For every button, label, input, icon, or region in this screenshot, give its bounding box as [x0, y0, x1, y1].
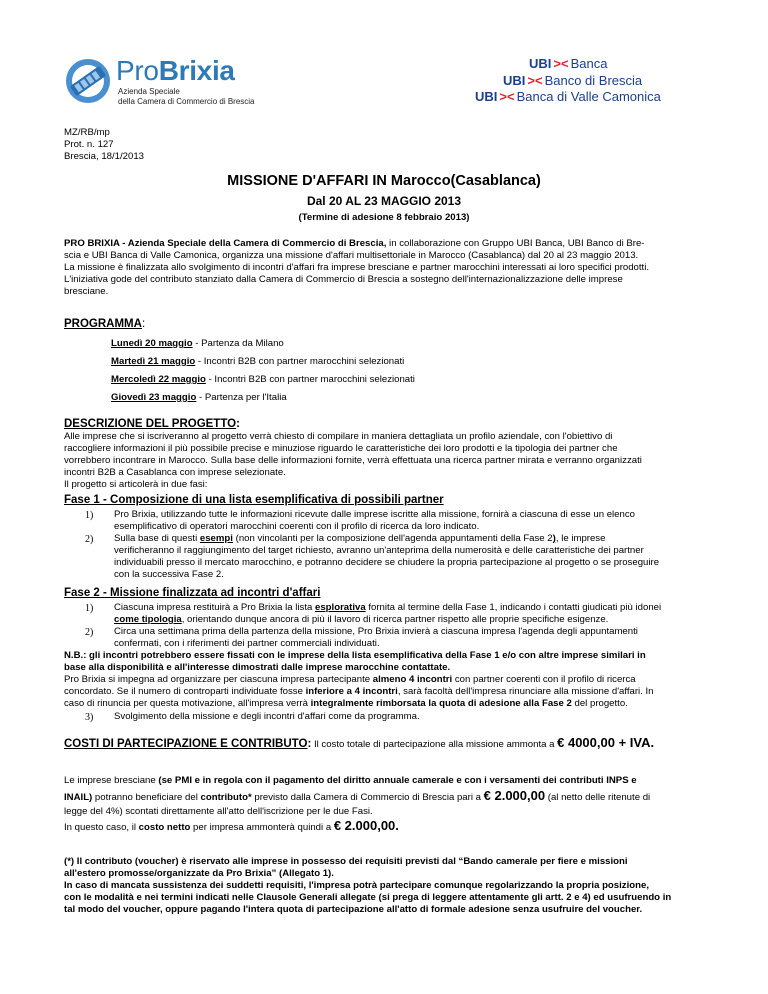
programma-item: Lunedì 20 maggio - Partenza da Milano — [111, 338, 284, 349]
ref-place-date: Brescia, 18/1/2013 — [64, 151, 145, 162]
footnote: (*) Il contributo (voucher) è riservato alle imprese in possesso dei requisiti previsti dal “Bando camerale per fiere e missioni all'estero promosse/organizzate da Pro Brixia” (Allegato 1). In caso di mancata sussistenza dei suddetti requisiti, l'impresa potrà partecipare comunque regolarizzando la propria posizione, con le modalità e nei termini indicati nelle Clausole Generali allegate (si prega di leggere attentamente gli artt. 2 e 4) ed usufruendo in tal modo del voucher, oppure pagando l'intera quota di partecipazione all'atto di formale adesione senza usufruire del voucher. — [64, 856, 672, 915]
probrixia-subtitle: Azienda Speciale — [118, 87, 180, 96]
ref-code: MZ/RB/mp — [64, 127, 110, 138]
programma-heading: PROGRAMMA: — [64, 318, 146, 330]
programma-item: Mercoledì 22 maggio - Incontri B2B con partner marocchini selezionati — [111, 374, 415, 385]
fase2-note: N.B.: gli incontri potrebbero essere fissati con le imprese della lista esemplificativa della Fase 1 e/o con altre imprese similari in base alla disponibilità e all'interesse dimostrati dalle imprese marocchine contattate. Pro Brixia si impegna ad organizzare per ciascuna impresa partecipante almeno 4 incontri con partner coerenti con il profilo di ricerca concordato. Se il numero di controparti individuate fosse inferiore a 4 incontri, sarà facoltà dell'impresa rinunciare alla missione d'affari. In caso di rinuncia per questa motivazione, all'impresa verrà integralmente rimborsata la quota di adesione alla Fase 2 del progetto. — [64, 650, 654, 709]
ubi-banca-logo: UBI >< Banca — [529, 56, 608, 71]
ubi-banco-di-brescia-logo: UBI >< Banco di Brescia — [503, 73, 643, 88]
ubi-logos — [475, 56, 715, 106]
programma-item: Martedì 21 maggio - Incontri B2B con partner marocchini selezionati — [111, 356, 405, 367]
intro-paragraph: PRO BRIXIA - Azienda Speciale della Camera di Commercio di Brescia, in collaborazione con Gruppo UBI Banca, UBI Banco di Bre- scia e UBI Banca di Valle Camonica, organizza una missione d'affari multisettoriale in Marocco (Casablanca) dal 20 al 23 maggio 2013. La missione è finalizzata allo svolgimento di incontri d'affari fra imprese bresciane e partner marocchini interessati ai loro specifici prodotti. L'iniziativa gode del contributo stanziato dalla Camera di Commercio di Brescia a sostegno dell'internazionalizzazione delle imprese bresciane. — [64, 238, 650, 297]
costi-paragraph: Le imprese bresciane (se PMI e in regola con il pagamento del diritto annuale camerale e con i versamenti dei contributi INPS e INAIL) potranno beneficiare del contributo* previsto dalla Camera di Commercio di Brescia pari a € 2.000,00 (al netto delle ritenute di legge del 4%) scontati direttamente all'atto dell'iscrizione per le due Fasi. In questo caso, il costo netto per impresa ammonterà quindi a € 2.000,00. — [64, 775, 651, 833]
probrixia-name: ProBrixia — [116, 55, 235, 86]
costi-heading: COSTI DI PARTECIPAZIONE E CONTRIBUTO: Il costo totale di partecipazione alla missione ammonta a € 4000,00 + IVA. — [64, 735, 655, 750]
fase1-heading: Fase 1 - Composizione di una lista esemplificativa di possibili partner — [64, 494, 444, 506]
fase2-heading: Fase 2 - Missione finalizzata ad incontri d'affari — [64, 587, 321, 599]
programma-item: Giovedì 23 maggio - Partenza per l'Italia — [111, 392, 287, 403]
descrizione-heading: DESCRIZIONE DEL PROGETTO: — [64, 418, 240, 430]
ubi-banca-di-valle-camonica-logo: UBI >< Banca di Valle Camonica — [475, 89, 661, 104]
total-cost: € 4000,00 + IVA. — [557, 735, 655, 750]
deadline: (Termine di adesione 8 febbraio 2013) — [298, 212, 470, 223]
probrixia-emblem-icon — [64, 57, 112, 105]
ref-protocol: Prot. n. 127 — [64, 139, 114, 150]
mission-dates: Dal 20 AL 23 MAGGIO 2013 — [306, 194, 462, 208]
descrizione-paragraph: Alle imprese che si iscriveranno al progetto verrà chiesto di compilare in maniera dettagliata un profilo aziendale, con l'obiettivo di raccogliere informazioni il più possibile precise e minuziose riguardo le caratteristiche dei loro prodotti e la tipologia dei partner che vorrebbero incontrare in Marocco. Sulla base delle informazioni fornite, verrà effettuata una ricerca partner mirata e verranno organizzati incontri B2B a Casablanca con imprese selezionate. Il progetto si articolerà in due fasi: — [64, 431, 642, 490]
page-title: MISSIONE D'AFFARI IN Marocco(Casablanca) — [227, 173, 541, 189]
probrixia-subtitle-2: della Camera di Commercio di Brescia — [118, 97, 255, 106]
probrixia-logo — [64, 57, 284, 113]
